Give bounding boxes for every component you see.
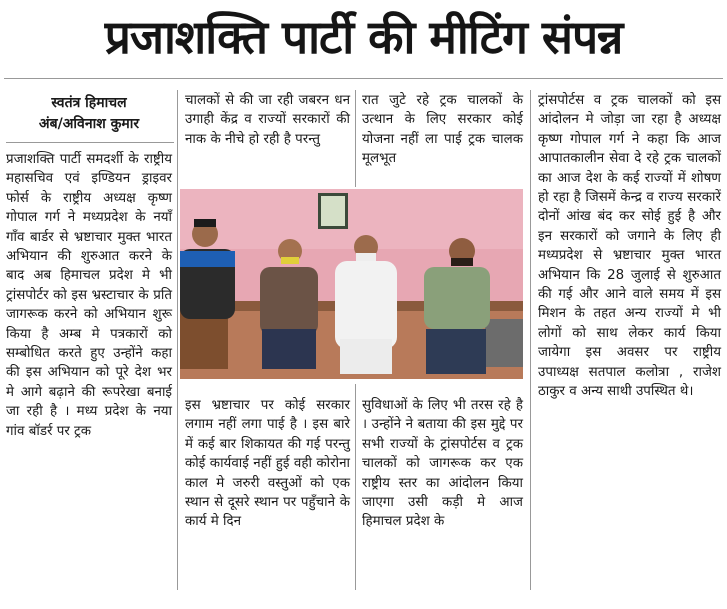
article-text-3a: रात जुटे रहे ट्रक चालकों के उत्थान के लिए सरकार कोई योजना नहीं ला पाई ट्रक चालक मूलभूत <box>362 93 523 167</box>
byline-source: स्वतंत्र हिमाचल <box>51 95 127 111</box>
news-photo-image <box>180 189 523 379</box>
column-divider-1 <box>177 90 178 590</box>
article-text-1: प्रजाशक्ति पार्टी समदर्शी के राष्ट्रीय महासचिव एवं इण्डियन ड्राइवर फोर्स के राष्ट्रीय अध्यक्ष कृष्ण गोपाल गर्ग ने मध्यप्रदेश के नयाँ गाँव बार्डर से भ्रष्टाचार मुक्त भारत अभियान की शुरुआत करने के बाद अब हिमाचल प्रदेश मे भी ट्रांसपोर्टर को इस भ्रस्टाचार के प्रति जागरूक करने को अभियान शुरू किया है अम्ब मे पत्रकारों को सम्बोधित करते हुए उन्होंने कहा की इस अभियान को पूरे देश भर मे आगे बढ़ाने की रूपरेखा बनाई जा रही है । मध्य प्रदेश के नया गांव बॉडर्र पर ट्रक <box>6 152 172 439</box>
article-text-3b: सुविधाओं के लिए भी तरस रहे है । उन्होंने ने बताया की इस मुद्दे पर सभी राज्यों के ट्रांसपोर्टस व ट्रक चालकों को जागरूक कर एक राष्ट्रीय स्तर का आंदोलन किया जाएगा उसी कड़ी मे आज हिमाचल प्रदेश के <box>362 398 523 530</box>
news-photo <box>180 189 523 379</box>
column-divider-2 <box>355 90 356 187</box>
article-column-2-bottom <box>185 396 350 591</box>
byline <box>6 93 172 135</box>
article-text-2b: इस भ्रष्टाचार पर कोई सरकार लगाम नहीं लगा पाई है । इस बारे में कई बार शिकायत की गई परन्तु कोई कार्यवाई नहीं हुई वही कोरोना काल मे जरुरी वस्तुओं को एक स्थान से दूसरे स्थान पर पहुँचाने के कार्य मे दिन <box>185 398 350 530</box>
byline-divider <box>6 142 174 143</box>
article-column-2-top <box>185 91 350 186</box>
column-divider-3 <box>355 384 356 590</box>
article-column-1 <box>6 150 172 590</box>
article-text-2a: चालकों से की जा रही जबरन धन उगाही केंद्र व राज्यों सरकारों की नाक के नीचे हो रही है परन्तु <box>185 93 350 147</box>
article-column-3-top <box>362 91 523 186</box>
article-column-3-bottom <box>362 396 523 591</box>
headline: प्रजाशक्ति पार्टी की मीटिंग संपन्न <box>104 10 623 64</box>
article-column-4 <box>538 91 721 591</box>
headline-divider <box>4 78 723 79</box>
byline-author: अंब/अविनाश कुमार <box>38 116 140 132</box>
article-text-4: ट्रांसपोर्टस व ट्रक चालकों को इस आंदोलन मे जोड़ा जा रहा है अध्यक्ष कृष्ण गोपाल गर्ग ने कहा कि आज आपातकालीन सेवा दे रहे ट्रक चालकों का आज देश के कई राज्यों में शोषण हो रहा है जिसमें केन्द्र व राज्य सरकारें दोनों आंख बंद कर सोई हुई है और इन सरकारों को जगाने के लिए ही मध्यप्रदेश से भ्रष्टाचार मुक्त भारत अभियान कि 28 जुलाई से शुरुआत की गई और आने वाले समय में इस मिशन के तहत अन्य राज्यों मे भी लोगों को साथ लेकर कार्य किया जायेगा इस अवसर पर राष्ट्रीय उपाध्यक्ष सतपाल कलोत्रा , राजेश ठाकुर व अन्य साथी उपस्थित थे। <box>538 93 721 400</box>
column-divider-4 <box>530 90 531 590</box>
